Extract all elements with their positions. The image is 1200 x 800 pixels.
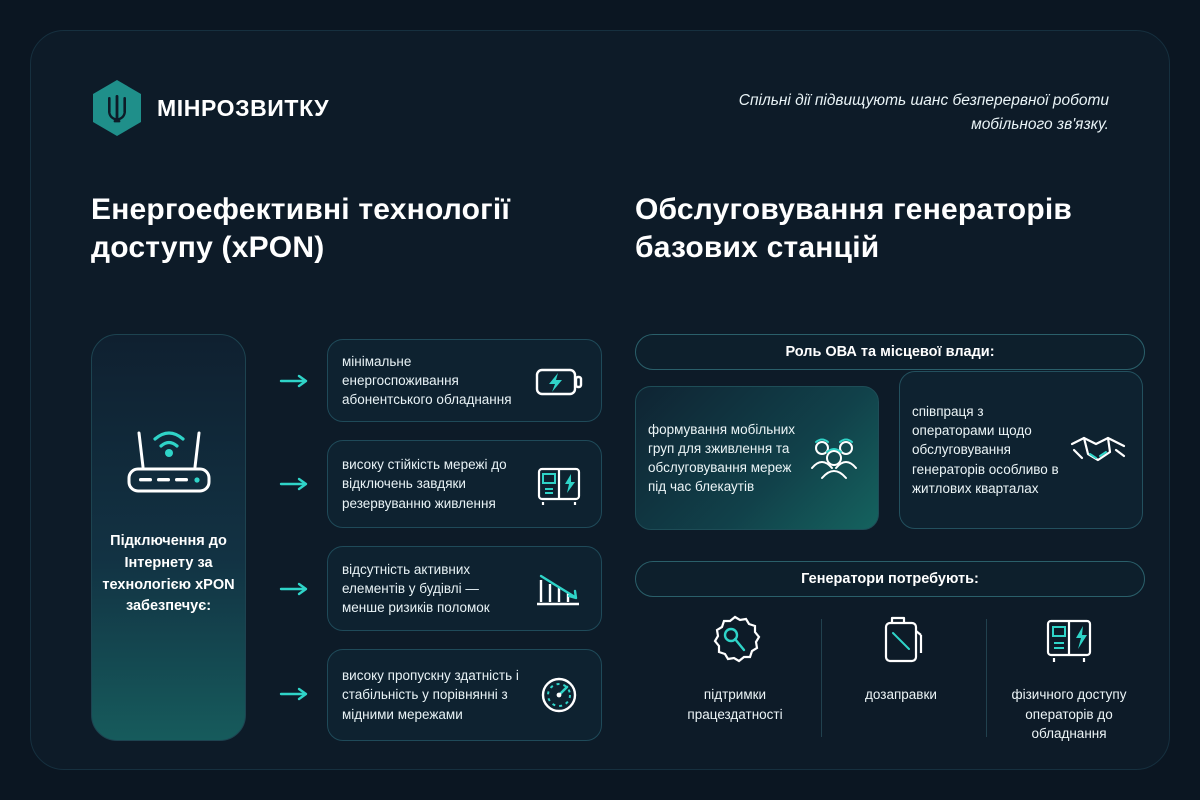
right-section-title: Обслуговування генераторів базових станцій xyxy=(635,193,1073,265)
feature-card xyxy=(327,546,602,631)
feature-text: високу пропускну здатність і стабільність у порівнянні з мідними мережами xyxy=(342,668,519,722)
fuel-canister-icon xyxy=(870,609,932,671)
generator-access-icon xyxy=(1038,609,1100,671)
gear-wrench-icon xyxy=(704,609,766,671)
role-text: співпраця з операторами щодо обслуговування генераторів особливо в житлових кварталах xyxy=(912,404,1059,496)
left-section-title: Енергоефективні технології доступу (xPON) xyxy=(91,193,510,265)
role-header-pill: Роль ОВА та місцевої влади: xyxy=(635,334,1145,370)
need-item xyxy=(660,609,810,724)
brand xyxy=(91,79,329,137)
handshake-icon xyxy=(1066,420,1130,480)
team-group-icon xyxy=(802,428,866,488)
battery-bolt-icon xyxy=(531,358,587,404)
feature-card xyxy=(327,339,602,422)
role-card xyxy=(635,386,879,530)
feature-card xyxy=(327,440,602,528)
feature-text: мінімальне енергоспоживання абонентського обладнання xyxy=(342,353,512,408)
arrow-icon xyxy=(279,374,313,388)
role-card xyxy=(899,371,1143,529)
need-item xyxy=(994,609,1144,744)
feature-card xyxy=(327,649,602,741)
feature-text: відсутність активних елементів у будівлі — менше ризиків поломок xyxy=(342,561,490,616)
right-column xyxy=(635,191,1145,268)
arrow-icon xyxy=(279,477,313,491)
left-column xyxy=(91,191,611,268)
feature-text: високу стійкість мережі до відключень завдяки резервуванню живлення xyxy=(342,457,507,511)
wifi-router-icon xyxy=(121,419,217,505)
arrow-icon xyxy=(279,582,313,596)
need-label: дозаправки xyxy=(865,687,937,702)
generator-icon xyxy=(531,461,587,507)
speed-gauge-icon xyxy=(531,672,587,718)
router-panel xyxy=(91,334,246,741)
need-label: підтримки працездатності xyxy=(687,687,783,722)
need-label: фізичного доступу операторів до обладнання xyxy=(1011,687,1127,742)
needs-header-pill: Генератори потребують: xyxy=(635,561,1145,597)
main-card xyxy=(30,30,1170,770)
router-caption: Підключення до Інтернету за технологією xPON забезпечує: xyxy=(102,533,235,615)
need-item xyxy=(826,609,976,705)
divider xyxy=(986,619,987,737)
tagline: Спільні дії підвищують шанс безперервної роботи мобільного зв'язку. xyxy=(738,92,1109,134)
arrow-icon xyxy=(279,687,313,701)
divider xyxy=(821,619,822,737)
role-text: формування мобільних груп для зживлення та обслуговування мереж під час блекаутів xyxy=(648,421,795,495)
brand-name: МІНРОЗВИТКУ xyxy=(157,94,330,121)
trident-hexagon-icon xyxy=(91,79,143,137)
declining-bars-icon xyxy=(531,566,587,612)
